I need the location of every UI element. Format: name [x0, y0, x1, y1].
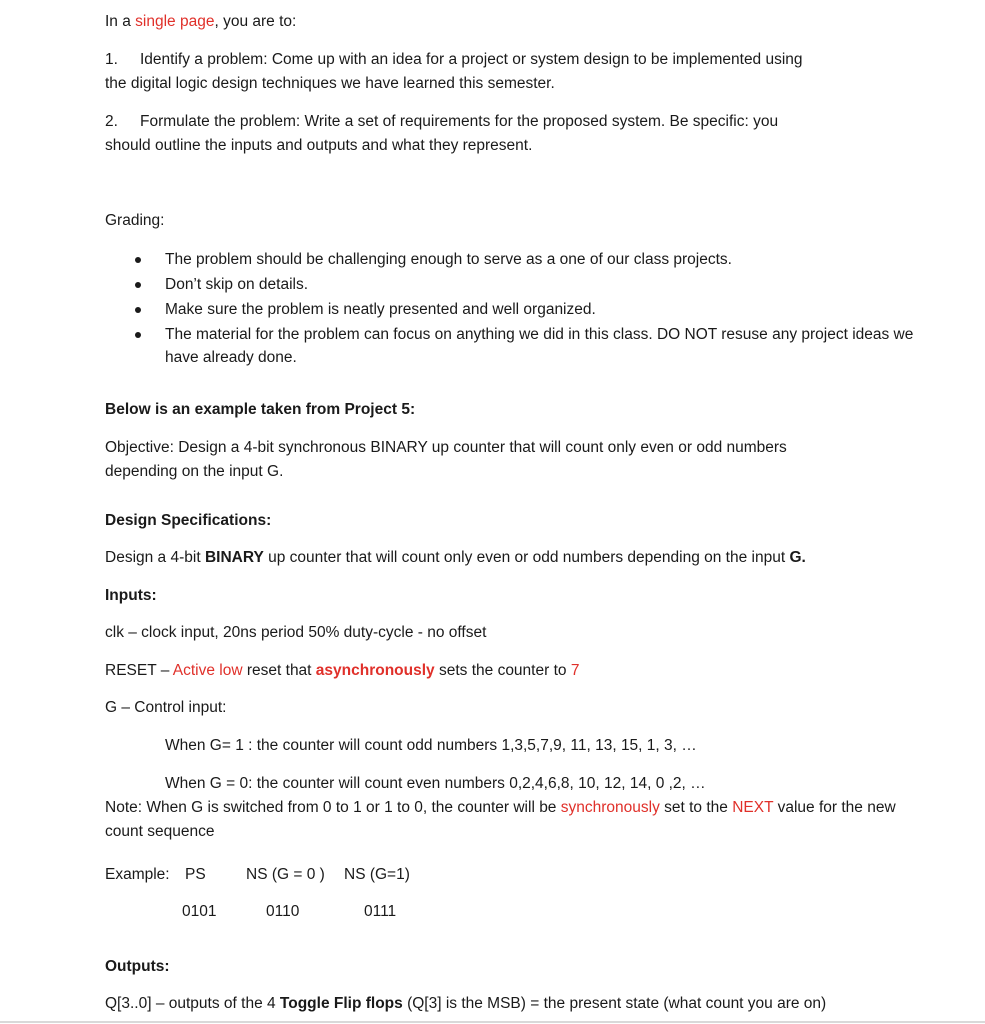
- example-header-ps: PS: [185, 866, 206, 883]
- outputs-text: Q[3..0] – outputs of the 4 Toggle Flip flops (Q[3] is the MSB) = the present state (what count you are on): [105, 995, 827, 1012]
- input-clk: clk – clock input, 20ns period 50% duty-cycle - no offset: [105, 624, 487, 641]
- input-reset: RESET – Active low reset that asynchronously sets the counter to 7: [105, 662, 580, 679]
- note-line1: Note: When G is switched from 0 to 1 or 1 to 0, the counter will be synchronously set to the NEXT value for the new: [105, 799, 896, 816]
- item1-line2: the digital logic design techniques we have learned this semester.: [105, 75, 555, 92]
- example-ns-g0-value: 0110: [266, 903, 300, 920]
- grading-bullet-2: Don’t skip on details.: [165, 276, 309, 293]
- example-header-ns-g0: NS (G = 0 ): [246, 866, 325, 883]
- design-spec-heading: Design Specifications:: [105, 512, 272, 529]
- design-spec-text: Design a 4-bit BINARY up counter that will count only even or odd numbers depending on the input G.: [105, 549, 806, 566]
- example-header-ns-g1: NS (G=1): [344, 866, 410, 883]
- item2-line1: Formulate the problem: Write a set of requirements for the proposed system. Be specific: you: [140, 113, 779, 130]
- objective-line2: depending on the input G.: [105, 463, 284, 480]
- single-page-highlight: single page: [135, 13, 215, 30]
- outputs-heading: Outputs:: [105, 958, 170, 975]
- item1-number: 1.: [105, 51, 118, 68]
- objective-line1: Objective: Design a 4-bit synchronous BINARY up counter that will count only even or odd numbers: [105, 439, 787, 456]
- bullet-dot: [135, 257, 141, 263]
- intro-line: In a single page, you are to:: [105, 13, 297, 30]
- bullet-dot: [135, 282, 141, 288]
- note-line2: count sequence: [105, 823, 215, 840]
- inputs-heading: Inputs:: [105, 587, 157, 604]
- grading-bullet-1: The problem should be challenging enough to serve as a one of our class projects.: [165, 251, 732, 268]
- grading-title: Grading:: [105, 212, 165, 229]
- input-g: G – Control input:: [105, 699, 227, 716]
- item2-line2: should outline the inputs and outputs and what they represent.: [105, 137, 533, 154]
- grading-bullet-3: Make sure the problem is neatly presented and well organized.: [165, 301, 596, 318]
- bullet-dot: [135, 332, 141, 338]
- when-g-0: When G = 0: the counter will count even numbers 0,2,4,6,8, 10, 12, 14, 0 ,2, …: [165, 775, 706, 792]
- grading-bullet-4-cont: have already done.: [165, 349, 297, 366]
- example-heading: Below is an example taken from Project 5:: [105, 401, 416, 418]
- example-ps-value: 0101: [182, 903, 217, 920]
- grading-bullet-4: The material for the problem can focus on anything we did in this class. DO NOT resuse any project ideas we: [165, 326, 914, 343]
- item1-line1: Identify a problem: Come up with an idea for a project or system design to be implemented using: [140, 51, 803, 68]
- bullet-dot: [135, 307, 141, 313]
- example-ns-g1-value: 0111: [364, 903, 397, 920]
- example-label: Example:: [105, 866, 170, 883]
- item2-number: 2.: [105, 113, 118, 130]
- page-bottom-divider: [0, 1021, 985, 1023]
- when-g-1: When G= 1 : the counter will count odd numbers 1,3,5,7,9, 11, 13, 15, 1, 3, …: [165, 737, 697, 754]
